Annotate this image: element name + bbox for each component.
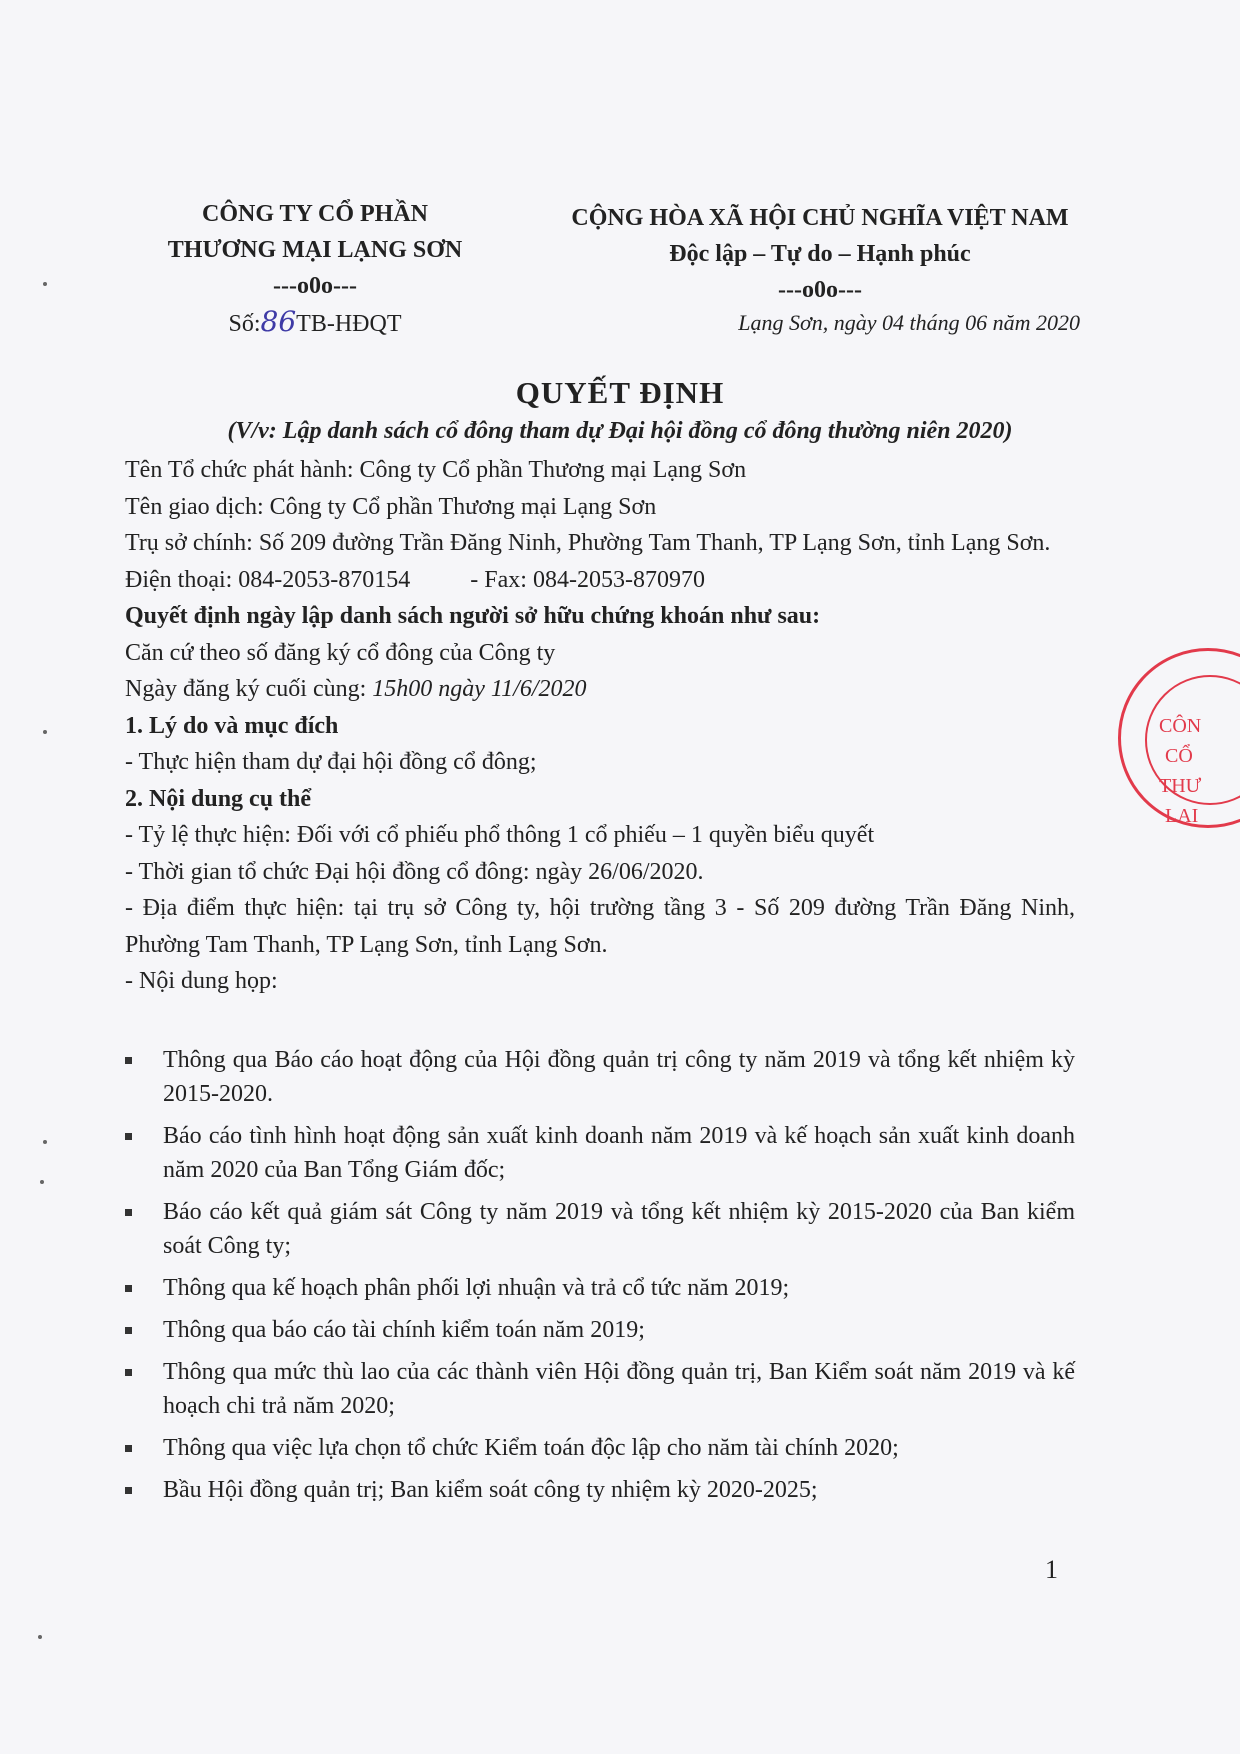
agenda-text: Bầu Hội đồng quản trị; Ban kiểm soát công ty nhiệm kỳ 2020-2025;	[163, 1477, 818, 1503]
record-date-label: Ngày đăng ký cuối cùng:	[125, 676, 373, 702]
scan-speck	[40, 1180, 44, 1184]
national-motto: Độc lập – Tự do – Hạnh phúc	[669, 241, 971, 267]
number-prefix: Số:	[228, 311, 261, 337]
company-name: THƯƠNG MẠI LẠNG SƠN	[167, 237, 463, 263]
company-type: CÔNG TY CỔ PHẦN	[201, 201, 428, 227]
company-seal-stamp	[1118, 648, 1240, 828]
agenda-item	[125, 1473, 1075, 1507]
agenda-item	[125, 1431, 1075, 1465]
agenda-list	[125, 1043, 1075, 1515]
scan-speck	[43, 730, 47, 734]
seal-text-line: THƯ	[1159, 775, 1202, 797]
agenda-label: - Nội dung họp:	[125, 968, 278, 994]
head-office-address: Trụ sở chính: Số 209 đường Trần Đăng Ninh, Phường Tam Thanh, TP Lạng Sơn, tỉnh Lạng Sơn.	[125, 530, 1051, 556]
section1-heading: 1. Lý do và mục đích	[125, 712, 339, 739]
national-header	[540, 200, 1100, 308]
document-title: QUYẾT ĐỊNH	[515, 375, 725, 410]
bullet-icon	[125, 1209, 132, 1216]
scan-speck	[43, 1140, 47, 1144]
phone-number: Điện thoại: 084-2053-870154	[125, 566, 411, 593]
bullet-icon	[125, 1285, 132, 1292]
issuer-name: Tên Tổ chức phát hành: Công ty Cổ phần Thương mại Lạng Sơn	[125, 457, 747, 483]
section1-item: - Thực hiện tham dự đại hội đồng cổ đông;	[125, 749, 537, 775]
seal-text-line: CÔN	[1159, 715, 1202, 737]
decision-heading: Quyết định ngày lập danh sách người sở hữu chứng khoán như sau:	[125, 603, 821, 629]
bullet-icon	[125, 1445, 132, 1452]
fax-number: - Fax: 084-2053-870970	[470, 566, 705, 593]
seal-text-line: LAI	[1165, 805, 1199, 827]
document-body	[125, 452, 1075, 1000]
agenda-item	[125, 1195, 1075, 1263]
agenda-text: Thông qua Báo cáo hoạt động của Hội đồng quản trị công ty năm 2019 và tổng kết nhiệm kỳ 2015-2020.	[163, 1047, 1075, 1107]
agenda-text: Báo cáo tình hình hoạt động sản xuất kinh doanh năm 2019 và kế hoạch sản xuất kinh doanh năm 2020 của Ban Tổng Giám đốc;	[163, 1123, 1075, 1183]
bullet-icon	[125, 1487, 132, 1494]
number-suffix: TB-HĐQT	[296, 311, 402, 337]
national-title: CỘNG HÒA XÃ HỘI CHỦ NGHĨA VIỆT NAM	[571, 205, 1069, 231]
agenda-item	[125, 1271, 1075, 1305]
seal-text	[1159, 711, 1201, 831]
agenda-text: Thông qua báo cáo tài chính kiểm toán năm 2019;	[163, 1317, 645, 1343]
issuer-header	[150, 196, 480, 342]
contact-line	[125, 562, 1075, 599]
agenda-item	[125, 1355, 1075, 1423]
bullet-icon	[125, 1369, 132, 1376]
agenda-item	[125, 1119, 1075, 1187]
agenda-text: Thông qua mức thù lao của các thành viên Hội đồng quản trị, Ban Kiểm soát năm 2019 và kế hoạch chi trả năm 2020;	[163, 1359, 1075, 1419]
agenda-text: Báo cáo kết quả giám sát Công ty năm 2019 và tổng kết nhiệm kỳ 2015-2020 của Ban kiểm soát Công ty;	[163, 1199, 1075, 1259]
agenda-item	[125, 1043, 1075, 1111]
scan-speck	[38, 1635, 42, 1639]
basis-line: Căn cứ theo số đăng ký cổ đông của Công ty	[125, 639, 556, 666]
record-date-line	[125, 671, 1075, 708]
trade-name: Tên giao dịch: Công ty Cổ phần Thương mại Lạng Sơn	[125, 493, 657, 520]
document-subtitle: (V/v: Lập danh sách cổ đông tham dự Đại hội đồng cổ đông thường niên 2020)	[227, 418, 1013, 444]
meeting-time: - Thời gian tổ chức Đại hội đồng cổ đông: ngày 26/06/2020.	[125, 858, 704, 885]
page-number: 1	[1045, 1555, 1058, 1584]
agenda-text: Thông qua kế hoạch phân phối lợi nhuận và trả cổ tức năm 2019;	[163, 1275, 790, 1301]
voting-ratio: - Tỷ lệ thực hiện: Đối với cổ phiếu phổ thông 1 cổ phiếu – 1 quyền biểu quyết	[125, 822, 875, 848]
header-separator-right: ---o0o---	[778, 277, 862, 303]
agenda-item	[125, 1313, 1075, 1347]
date-line: Lạng Sơn, ngày 04 tháng 06 năm 2020	[738, 310, 1080, 335]
seal-text-line: CỔ	[1165, 745, 1193, 767]
header-separator-left: ---o0o---	[273, 273, 357, 299]
meeting-venue: - Địa điểm thực hiện: tại trụ sở Công ty, hội trường tầng 3 - Số 209 đường Trần Đăng Ninh, Phường Tam Thanh, TP Lạng Sơn, tỉnh Lạng Sơn.	[125, 895, 1075, 958]
bullet-icon	[125, 1133, 132, 1140]
document-number	[150, 304, 480, 342]
section2-heading: 2. Nội dung cụ thể	[125, 785, 312, 812]
handwritten-number: 86	[260, 305, 297, 338]
agenda-text: Thông qua việc lựa chọn tổ chức Kiểm toán độc lập cho năm tài chính 2020;	[163, 1435, 899, 1461]
scan-speck	[43, 282, 47, 286]
record-date-value: 15h00 ngày 11/6/2020	[372, 676, 587, 702]
bullet-icon	[125, 1327, 132, 1334]
bullet-icon	[125, 1057, 132, 1064]
